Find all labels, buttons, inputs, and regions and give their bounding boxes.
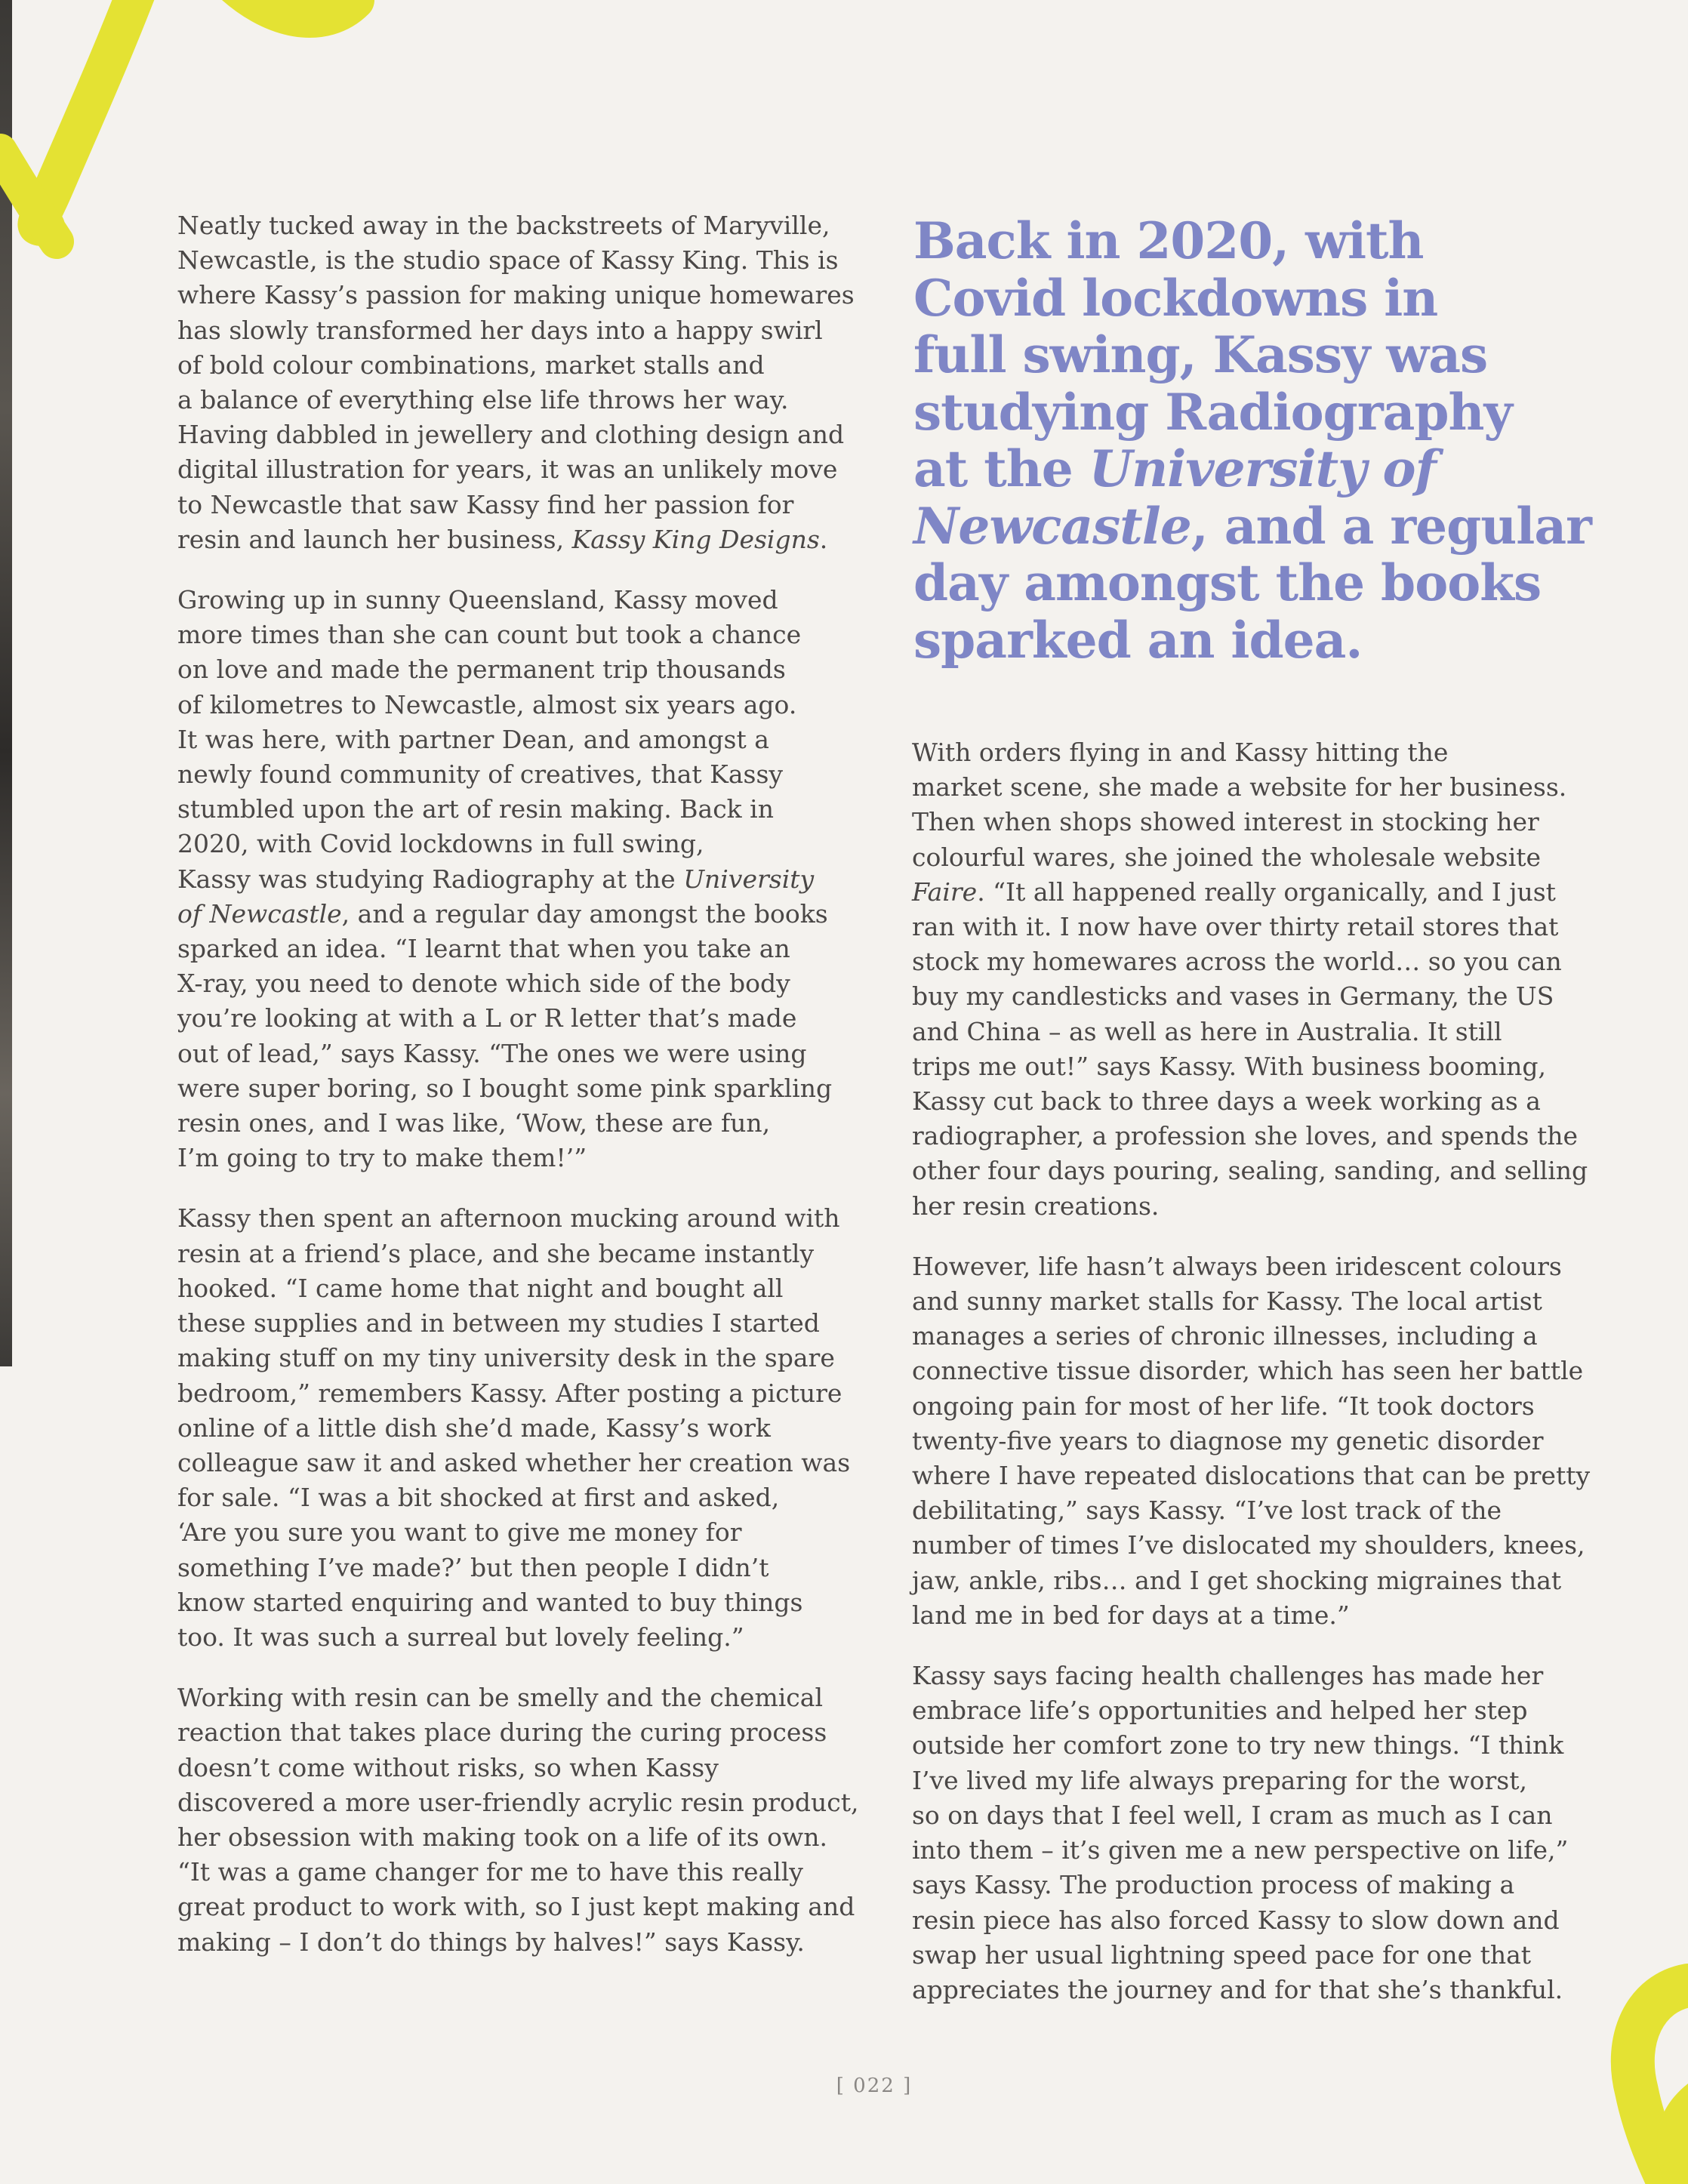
paragraph-perspective [912,1659,1591,2007]
left-column [177,208,859,1985]
text-line: know started enquiring and wanted to buy things [177,1587,803,1617]
yellow-swirl-top-left [37,0,142,226]
paragraph-health [912,1249,1591,1633]
paragraph-orders [912,735,1591,1224]
text-line: colleague saw it and asked whether her creation was [177,1447,851,1477]
text-line: where Kassy’s passion for making unique homewares [177,280,855,310]
university-name: University of [1089,439,1436,498]
text-line: Newcastle, is the studio space of Kassy King. This is [177,245,839,276]
text-line: ongoing pain for most of her life. “It took doctors [912,1391,1535,1421]
text-line: It was here, with partner Dean, and amongst a [177,724,769,754]
text-line: so on days that I feel well, I cram as much as I can [912,1800,1553,1830]
text-line: discovered a more user-friendly acrylic resin product, [177,1787,859,1817]
text-line: market scene, she made a website for her business. [912,772,1567,802]
text-line: more times than she can count but took a chance [177,620,802,650]
pull-quote-line: Back in 2020, with [913,211,1424,270]
text-line: on love and made the permanent trip thousands [177,655,786,685]
text-line: out of lead,” says Kassy. “The ones we were using [177,1038,807,1068]
text-line [177,522,849,557]
text-line: Growing up in sunny Queensland, Kassy moved [177,585,778,615]
text-line: and sunny market stalls for Kassy. The local artist [912,1286,1542,1317]
text-line: to Newcastle that saw Kassy find her passion for [177,489,794,519]
text-segment: . [819,524,828,554]
text-line: manages a series of chronic illnesses, including a [912,1321,1538,1351]
paragraph-hooked [177,1201,849,1655]
pull-quote-line: sparked an idea. [913,610,1363,670]
pull-quote-line: full swing, Kassy was [913,325,1488,384]
pull-quote-line [913,498,1623,556]
text-line: Kassy then spent an afternoon mucking around with [177,1203,840,1234]
text-line: digital illustration for years, it was an unlikely move [177,454,838,485]
page-edge-photo-strip [0,0,12,1366]
text-line: twenty-five years to diagnose my genetic disorder [912,1425,1544,1455]
text-line: buy my candlesticks and vases in Germany, the US [912,981,1554,1012]
website-name: Faire [912,876,978,907]
text-line: resin piece has also forced Kassy to slow down and [912,1905,1560,1935]
text-line: Kassy cut back to three days a week working as a [912,1086,1541,1117]
yellow-arc-bottom-right [1633,1985,1688,2184]
paragraph-resin-work [177,1680,859,1960]
page-number: [ 022 ] [836,2075,913,2097]
text-segment: at the [913,439,1089,498]
text-line: ‘Are you sure you want to give me money for [177,1517,742,1548]
text-line: hooked. “I came home that night and bought all [177,1273,784,1303]
text-line: I’ve lived my life always preparing for the worst, [912,1765,1527,1795]
text-line: Working with resin can be smelly and the chemical [177,1683,824,1713]
university-name: Newcastle [913,496,1191,556]
text-line: has slowly transformed her days into a happy swirl [177,315,823,345]
yellow-swirl-top-right [226,0,355,18]
business-name: Kassy King Designs [571,524,820,554]
text-line: ran with it. I now have over thirty retail stores that [912,912,1559,942]
pull-quote-line [913,441,1623,498]
text-line: I’m going to try to make them!’” [177,1143,587,1173]
text-line: sparked an idea. “I learnt that when you take an [177,934,790,964]
text-line: radiographer, a profession she loves, and spends the [912,1121,1579,1151]
right-column [912,735,1591,2033]
university-name: of Newcastle [177,898,342,929]
text-line: swap her usual lightning speed pace for one that [912,1939,1532,1970]
text-line: for sale. “I was a bit shocked at first and asked, [177,1483,780,1513]
pull-quote-line: day amongst the books [913,553,1542,612]
text-line: making stuff on my tiny university desk in the spare [177,1343,835,1373]
text-line: stumbled upon the art of resin making. Back in [177,794,774,824]
text-line: were super boring, so I bought some pink sparkling [177,1073,833,1103]
paragraph-intro [177,208,855,557]
text-line: 2020, with Covid lockdowns in full swing, [177,829,704,859]
text-line: bedroom,” remembers Kassy. After posting a picture [177,1378,842,1408]
text-line: her obsession with making took on a life of its own. [177,1822,827,1852]
text-line: and China – as well as here in Australia. It still [912,1016,1502,1046]
text-line: appreciates the journey and for that she’s thankful. [912,1974,1563,2004]
text-line: stock my homewares across the world… so you can [912,947,1562,977]
text-line: land me in bed for days at a time.” [912,1600,1350,1630]
text-line: newly found community of creatives, that Kassy [177,759,784,790]
text-segment: , and a regular [1191,496,1591,556]
text-line: a balance of everything else life throws her way. [177,385,789,415]
text-line: other four days pouring, sealing, sanding, and selling [912,1156,1588,1186]
text-line: too. It was such a surreal but lovely feeling.” [177,1622,744,1652]
text-line: jaw, ankle, ribs… and I get shocking migraines that [912,1565,1562,1595]
text-line: Kassy says facing health challenges has made her [912,1661,1544,1691]
text-line: outside her comfort zone to try new things. “I think [912,1730,1564,1760]
text-line: X-ray, you need to denote which side of the body [177,969,790,999]
text-line: her resin creations. [912,1191,1160,1221]
text-line: trips me out!” says Kassy. With business booming, [912,1051,1547,1081]
text-segment: . “It all happened really organically, and I just [977,876,1556,907]
paragraph-queensland [177,583,849,1175]
text-line: of kilometres to Newcastle, almost six years ago. [177,689,797,719]
pull-quote-line: Covid lockdowns in [913,268,1438,328]
text-line: reaction that takes place during the curing process [177,1717,827,1748]
text-segment: , and a regular day amongst the books [341,898,828,929]
text-segment: resin and launch her business, [177,524,572,554]
text-line: Neatly tucked away in the backstreets of Maryville, [177,211,830,240]
text-line: where I have repeated dislocations that can be pretty [912,1461,1591,1491]
text-line: With orders flying in and Kassy hitting the [912,738,1449,767]
text-line: doesn’t come without risks, so when Kassy [177,1752,719,1782]
text-line: number of times I’ve dislocated my shoulders, knees, [912,1530,1585,1560]
text-segment: Kassy was studying Radiography at the [177,864,684,894]
text-line: Then when shops showed interest in stocking her [912,807,1539,837]
pull-quote-line: studying Radiography [913,382,1512,442]
text-line [177,862,849,897]
yellow-fill-bottom-right [1657,2084,1688,2184]
text-line: debilitating,” says Kassy. “I’ve lost track of the [912,1496,1502,1526]
text-line: great product to work with, so I just kept making and [177,1892,855,1922]
text-line: Having dabbled in jewellery and clothing design and [177,420,845,450]
text-line: embrace life’s opportunities and helped her step [912,1696,1528,1726]
text-line [177,897,849,932]
text-line: colourful wares, she joined the wholesale website [912,842,1542,872]
university-name: University [683,864,815,894]
text-line: you’re looking at with a L or R letter that’s made [177,1003,797,1033]
text-line: of bold colour combinations, market stalls and [177,350,765,380]
text-line: connective tissue disorder, which has seen her battle [912,1356,1584,1386]
text-line: into them – it’s given me a new perspective on life,” [912,1835,1569,1865]
text-line: “It was a game changer for me to have this really [177,1857,803,1887]
pull-quote [913,213,1623,669]
text-line: these supplies and in between my studies I started [177,1308,820,1338]
text-line: However, life hasn’t always been iridescent colours [912,1251,1562,1281]
text-line: says Kassy. The production process of making a [912,1870,1515,1900]
text-line: online of a little dish she’d made, Kassy’s work [177,1412,771,1443]
text-line: making – I don’t do things by halves!” says Kassy. [177,1927,805,1957]
text-line: resin ones, and I was like, ‘Wow, these are fun, [177,1108,771,1138]
text-line [912,875,1591,910]
text-line: something I’ve made?’ but then people I didn’t [177,1552,769,1582]
text-line: resin at a friend’s place, and she became instantly [177,1238,815,1268]
